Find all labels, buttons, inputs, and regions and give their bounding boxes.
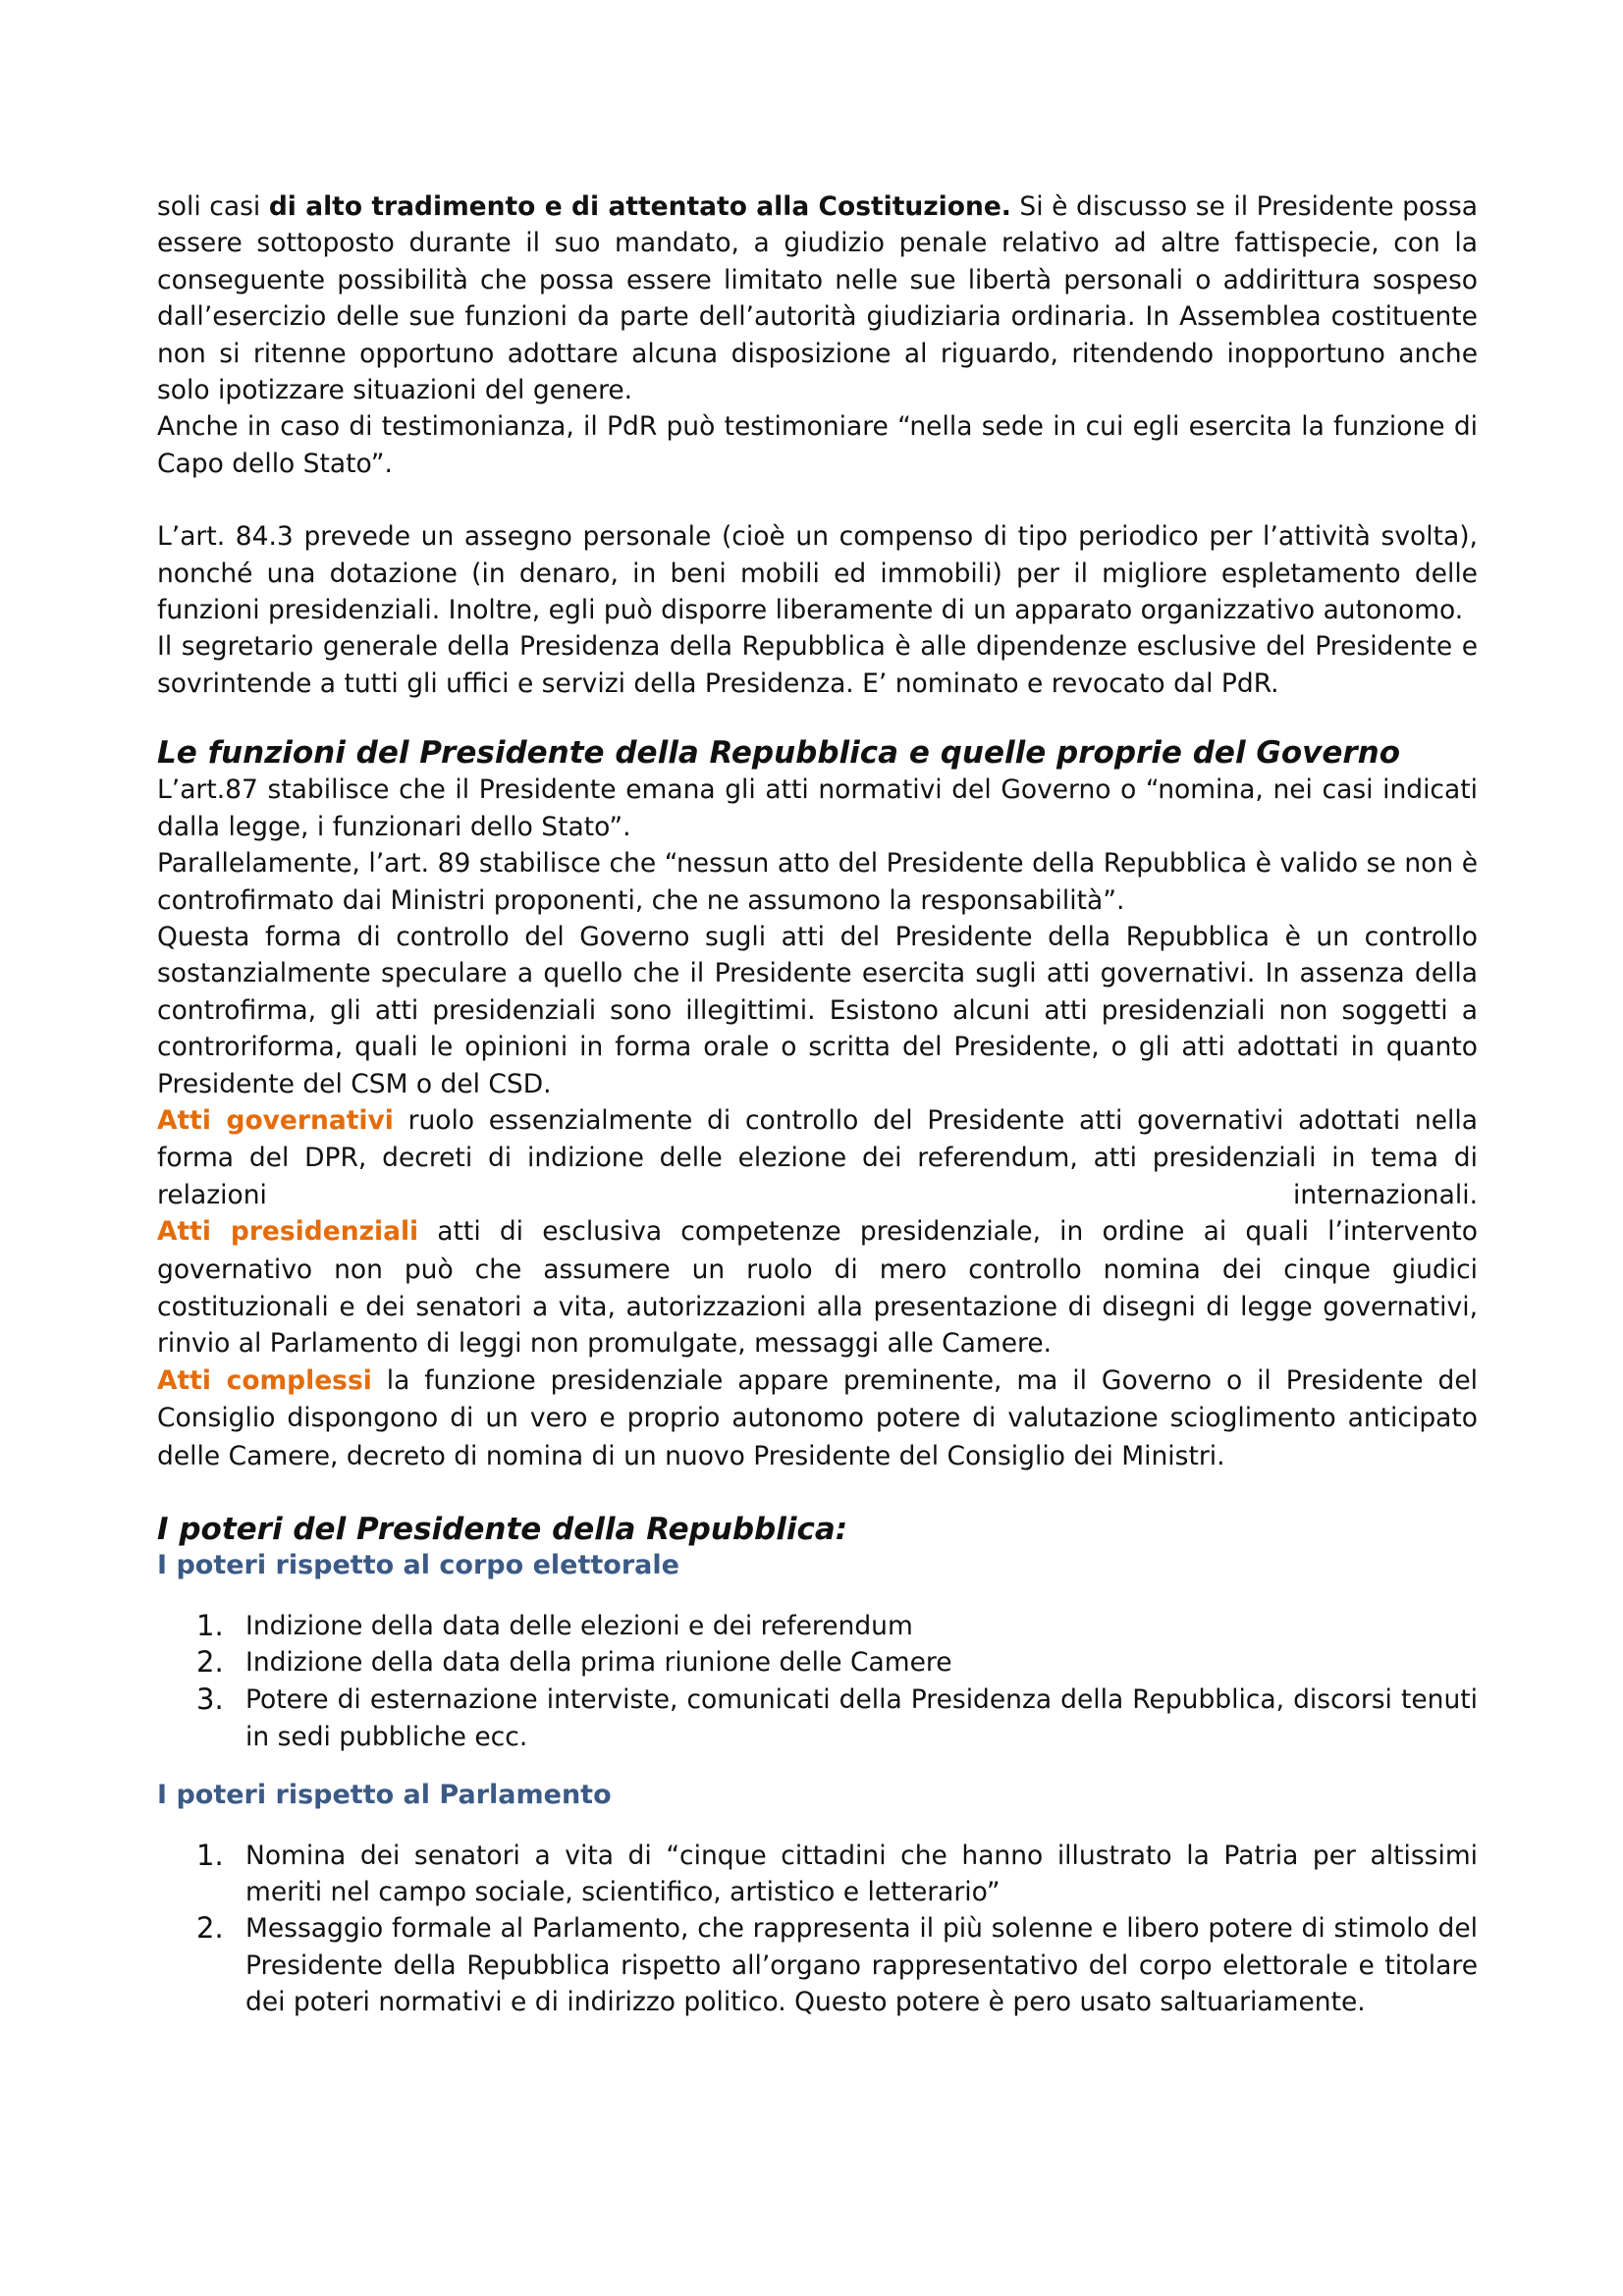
list-item — [157, 1608, 1478, 1644]
document-page — [157, 188, 1478, 2021]
text-run: Si è discusso se il Presidente possa essere sottoposto durante il suo mandato, a giudizio penale relativo ad altre fattispecie, con la conseguente possibilità che possa essere limitato nelle sue libertà personali o addirittura sospeso dall’esercizio delle sue funzioni da parte dell’autorità giudiziaria ordinaria. In Assemblea costituente non si ritenne opportuno adottare alcuna disposizione al riguardo, ritendendo inopportuno anche solo ipotizzare situazioni del genere. — [157, 191, 1478, 406]
text-run: atti governativi adottati nella forma del DPR, decreti di indizione delle elezione dei referendum, atti presidenziali in tema di relazioni internazionali. — [157, 1104, 1478, 1210]
list-number: 1. — [196, 1609, 224, 1642]
text-run: soli casi — [157, 191, 269, 222]
list-item — [157, 1838, 1478, 1911]
paragraph-atti-presidenziali — [157, 1213, 1478, 1362]
heading-parlamento: I poteri rispetto al Parlamento — [157, 1779, 612, 1810]
label-atti-complessi: Atti complessi — [157, 1364, 372, 1396]
bold-text: di alto tradimento e di attentato alla Costituzione. — [268, 191, 1011, 222]
paragraph-assegno: L’art. 84.3 prevede un assegno personale (cioè un compenso di tipo periodico per l’attività svolta), nonché una dotazione (in denaro, in beni mobili ed immobili) per il migliore espletamento delle funzioni presidenziali. Inoltre, egli può disporre liberamente di un apparato organizzativo autonomo. — [157, 521, 1478, 626]
list-text: Potere di esternazione — [245, 1683, 538, 1715]
text-run: la funzione presidenziale appare preminente, ma il Governo o il Presidente del Consiglio dispongono di un vero e proprio autonomo potere di valutazione — [157, 1364, 1478, 1434]
paragraph-art89: Parallelamente, l’art. 89 stabilisce che “nessun atto del Presidente della Repubblica è valido se non è controfirmato dai Ministri proponenti, che ne assumono la responsabilità”. — [157, 848, 1478, 916]
label-atti-governativi: Atti governativi — [157, 1104, 394, 1136]
list-corpo-elettorale — [157, 1608, 1478, 1756]
text-run: ruolo essenzialmente di controllo del Presidente — [393, 1104, 1065, 1136]
list-item — [157, 1644, 1478, 1681]
heading-funzioni: Le funzioni del Presidente della Repubblica e quelle proprie del Governo — [157, 735, 1401, 772]
list-text: Nomina dei senatori a vita di “cinque cittadini che hanno illustrato la Patria per altissimi meriti nel campo sociale, scientifico, artistico e letterario” — [245, 1840, 1478, 1908]
text-run: scioglimento anticipato delle Camere, decreto di nomina di un nuovo Presidente del Consiglio dei Ministri. — [157, 1403, 1478, 1471]
list-number: 2. — [196, 1911, 224, 1946]
paragraph-alto-tradimento — [157, 188, 1478, 408]
paragraph-segretario: Il segretario generale della Presidenza della Repubblica è alle dipendenze esclusive del Presidente e sovrintende a tutti gli uffici e servizi della Presidenza. E’ nominato e revocato dal PdR. — [157, 631, 1478, 699]
list-text: Indizione della data delle elezioni e dei referendum — [245, 1611, 913, 1641]
list-item — [157, 1910, 1478, 2020]
list-text: Indizione della data della prima riunione delle Camere — [245, 1647, 952, 1679]
paragraph-testimonianza: Anche in caso di testimonianza, il PdR può testimoniare “nella sede in cui egli esercita la funzione di Capo dello Stato”. — [157, 411, 1478, 479]
heading-poteri: I poteri del Presidente della Repubblica: — [157, 1512, 848, 1547]
paragraph-controllo: Questa forma di controllo del Governo sugli atti del Presidente della Repubblica è un controllo sostanzialmente speculare a quello che il Presidente esercita sugli atti governativi. In assenza della controfirma, gli atti presidenziali sono illegittimi. Esistono alcuni atti presidenziali non soggetti a controriforma, quali le opinioni in forma orale o scritta del Presidente, o gli atti adottati in quanto Presidente del CSM o del CSD. — [157, 921, 1478, 1099]
paragraph-art87: L’art.87 stabilisce che il Presidente emana gli atti normativi del Governo o “nomina, nei casi indicati dalla legge, i funzionari dello Stato”. — [157, 774, 1478, 842]
list-text: Messaggio formale al Parlamento, che rappresenta il più solenne e libero potere di stimolo del Presidente della Repubblica rispetto all’organo rappresentativo del corpo elettorale e titolare dei poteri normativi e di indirizzo politico. Questo potere è pero usato saltuariamente. — [245, 1913, 1478, 2018]
heading-corpo-elettorale: I poteri rispetto al corpo elettorale — [157, 1550, 679, 1580]
list-number: 2. — [196, 1645, 224, 1680]
text-run: atti di esclusiva competenze presidenziale, in ordine ai quali l’intervento governativo non può che assumere un ruolo di mero controllo — [157, 1216, 1479, 1285]
list-number: 3. — [196, 1682, 224, 1716]
text-run: nomina dei cinque giudici costituzionali e dei senatori a vita, autorizzazioni alla presentazione di disegni di legge governativi, rinvio al Parlamento di leggi non promulgate, messaggi alle Camere. — [157, 1254, 1478, 1360]
paragraph-atti-complessi — [157, 1362, 1478, 1474]
list-text: interviste, comunicati della Presidenza della Repubblica, discorsi tenuti in sedi pubbliche ecc. — [245, 1683, 1478, 1753]
label-atti-presidenziali: Atti presidenziali — [157, 1216, 419, 1248]
list-item — [157, 1682, 1478, 1756]
paragraph-atti-governativi — [157, 1102, 1478, 1213]
list-parlamento — [157, 1838, 1478, 2021]
list-number: 1. — [196, 1838, 224, 1872]
